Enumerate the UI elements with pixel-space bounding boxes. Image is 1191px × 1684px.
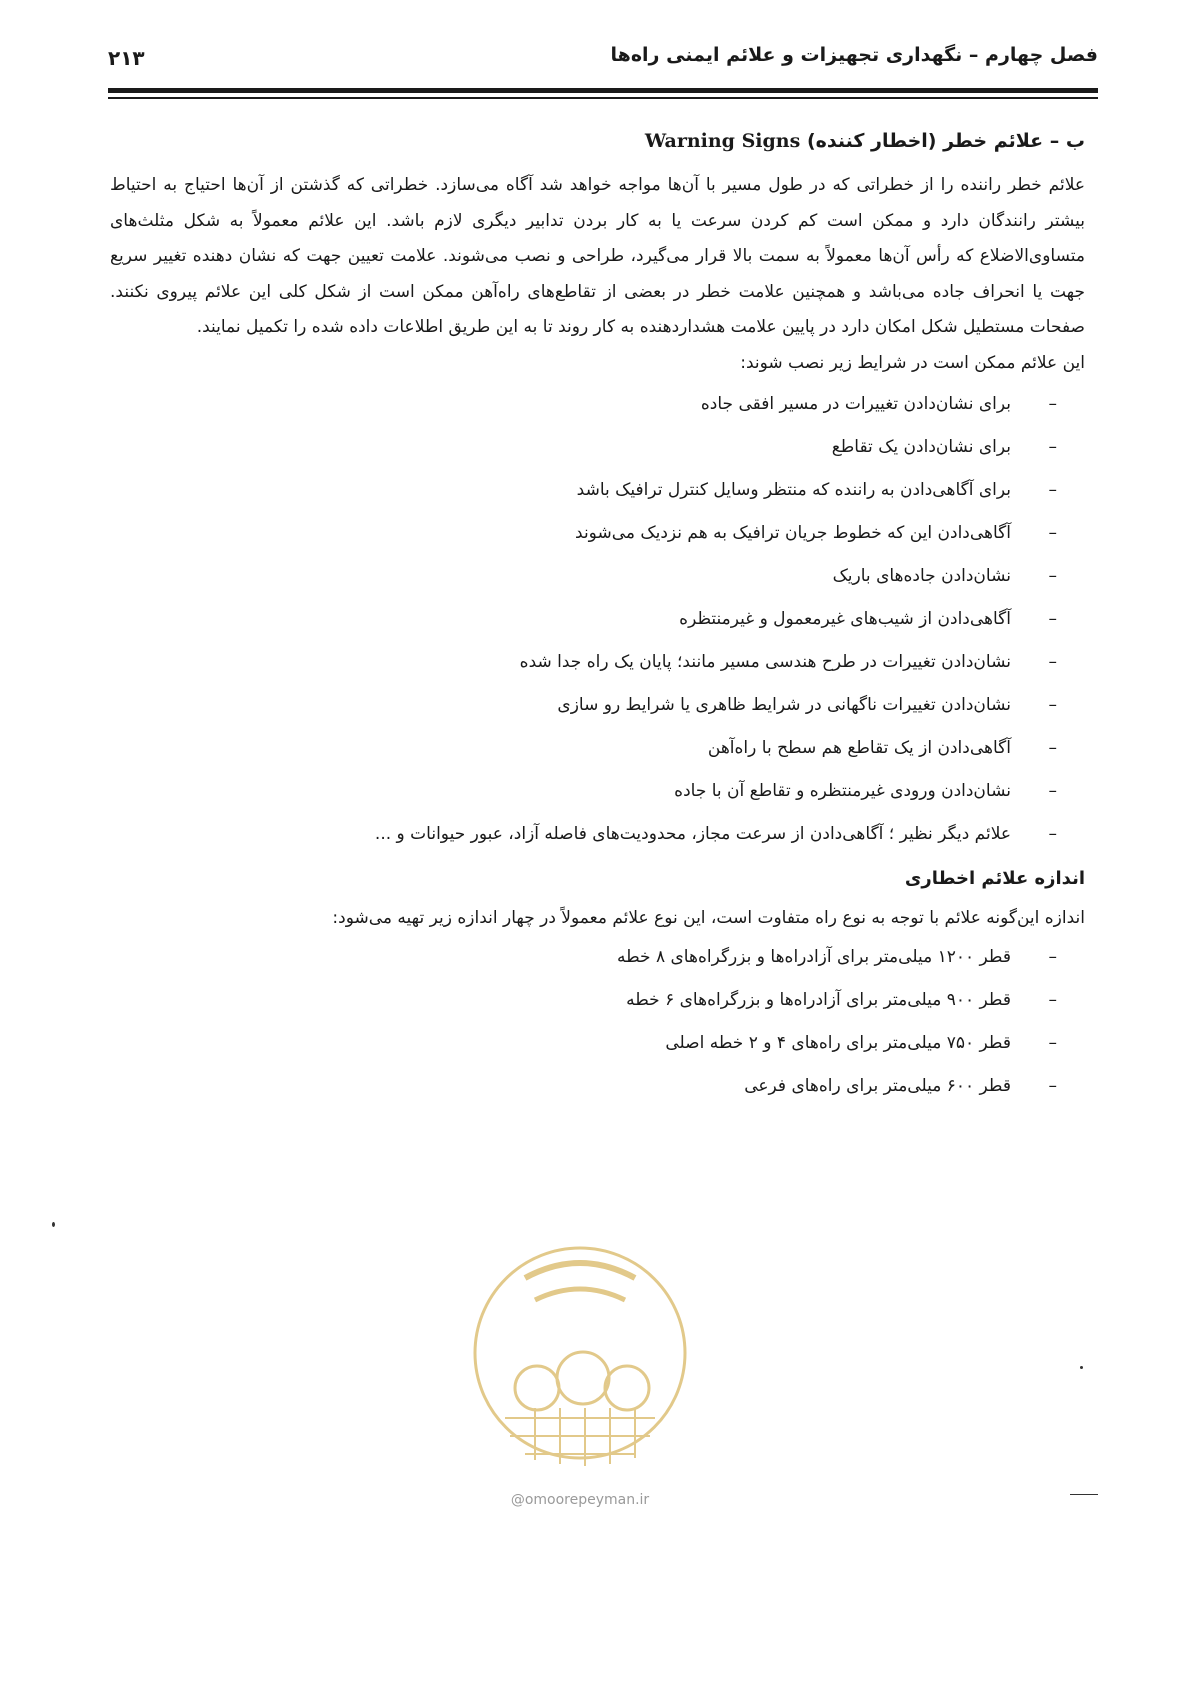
list-item bbox=[110, 1073, 1057, 1100]
scan-speck bbox=[1070, 1494, 1098, 1495]
section-paragraph: علائم خطر راننده را از خطراتی که در طول مسیر با آن‌ها مواجه خواهد شد آگاه می‌سازد. خطراتی که گذشتن از آن‌ها احتیاج به احتیاط بیشتر رانندگان دارد و ممکن است کم کردن سرعت یا به کار بردن تدابیر دیگری لازم باشد. این علائم معمولاً به شکل مثلث‌های متساوی‌الاضلاع که رأس آن‌ها معمولاً به سمت بالا قرار می‌گیرد، طراحی و نصب می‌شوند. علامت تعیین جهت که نشان دهنده تغییر سریع جهت یا انحراف جاده می‌باشد و همچنین علامت خطر در بعضی از تقاطع‌های راه‌آهن ممکن است از شکل کلی این علائم پیروی نکنند. صفحات مستطیل شکل امکان دارد در پایین علامت هشداردهنده به کار روند تا به این طریق اطلاعات داده شده را تکمیل نمایند. bbox=[110, 175, 1085, 337]
page-number: ۲۱۳ bbox=[108, 46, 145, 70]
dash-bullet: – bbox=[1048, 1032, 1057, 1053]
header-rule-thick bbox=[108, 88, 1098, 93]
scan-speck bbox=[52, 1222, 55, 1227]
dash-bullet: – bbox=[1048, 694, 1057, 715]
list-item bbox=[110, 563, 1057, 590]
dash-bullet: – bbox=[1048, 1075, 1057, 1096]
list-item bbox=[110, 821, 1057, 848]
page-header bbox=[108, 36, 1098, 76]
list-item bbox=[110, 391, 1057, 418]
list-item-text: قطر ۹۰۰ میلی‌متر برای آزادراه‌ها و بزرگراه‌های ۶ خطه bbox=[626, 989, 1011, 1010]
dash-bullet: – bbox=[1048, 989, 1057, 1010]
list-item-text: نشان‌دادن تغییرات در طرح هندسی مسیر مانند؛ پایان یک راه جدا شده bbox=[519, 651, 1011, 672]
list-item bbox=[110, 944, 1057, 971]
conditions-list bbox=[110, 391, 1085, 848]
dash-bullet: – bbox=[1048, 479, 1057, 500]
list-item-text: قطر ۶۰۰ میلی‌متر برای راه‌های فرعی bbox=[744, 1075, 1011, 1096]
list-item-text: قطر ۱۲۰۰ میلی‌متر برای آزادراه‌ها و بزرگراه‌های ۸ خطه bbox=[616, 946, 1011, 967]
list-item bbox=[110, 606, 1057, 633]
list-item-text: علائم دیگر نظیر ؛ آگاهی‌دادن از سرعت مجاز، محدودیت‌های فاصله آزاد، عبور حیوانات و ... bbox=[374, 823, 1011, 844]
sizes-heading: اندازه علائم اخطاری bbox=[904, 867, 1085, 889]
list-item-text: نشان‌دادن تغییرات ناگهانی در شرایط ظاهری یا شرایط رو سازی bbox=[557, 694, 1011, 715]
section-heading-fa: ب – علائم خطر (اخطار کننده) bbox=[806, 130, 1085, 152]
dash-bullet: – bbox=[1048, 651, 1057, 672]
dash-bullet: – bbox=[1048, 522, 1057, 543]
watermark-logo bbox=[465, 1238, 695, 1488]
list-item bbox=[110, 692, 1057, 719]
list-item bbox=[110, 1030, 1057, 1057]
dash-bullet: – bbox=[1048, 823, 1057, 844]
list-item bbox=[110, 520, 1057, 547]
section-heading bbox=[110, 126, 1085, 156]
list-item-text: برای نشان‌دادن یک تقاطع bbox=[831, 436, 1011, 457]
watermark-caption: @omoorepeyman.ir bbox=[510, 1492, 650, 1508]
dash-bullet: – bbox=[1048, 436, 1057, 457]
list-item-text: قطر ۷۵۰ میلی‌متر برای راه‌های ۴ و ۲ خطه اصلی bbox=[665, 1032, 1011, 1053]
section-heading-en: Warning Signs bbox=[644, 130, 801, 152]
sizes-paragraph: اندازه این‌گونه علائم با توجه به نوع راه متفاوت است، این نوع علائم معمولاً در چهار اندازه زیر تهیه می‌شود: bbox=[332, 907, 1085, 928]
list-item-text: نشان‌دادن ورودی غیرمنتظره و تقاطع آن با جاده bbox=[674, 780, 1011, 801]
list-item bbox=[110, 778, 1057, 805]
dash-bullet: – bbox=[1048, 393, 1057, 414]
page-content bbox=[110, 126, 1085, 1116]
conditions-intro: این علائم ممکن است در شرایط زیر نصب شوند: bbox=[740, 352, 1085, 373]
list-item-text: نشان‌دادن جاده‌های باریک bbox=[832, 565, 1011, 586]
list-item bbox=[110, 434, 1057, 461]
list-item bbox=[110, 987, 1057, 1014]
dash-bullet: – bbox=[1048, 608, 1057, 629]
list-item-text: آگاهی‌دادن این که خطوط جریان ترافیک به هم نزدیک می‌شوند bbox=[575, 522, 1011, 543]
list-item-text: برای نشان‌دادن تغییرات در مسیر افقی جاده bbox=[700, 393, 1011, 414]
dash-bullet: – bbox=[1048, 565, 1057, 586]
dash-bullet: – bbox=[1048, 946, 1057, 967]
dash-bullet: – bbox=[1048, 737, 1057, 758]
list-item-text: برای آگاهی‌دادن به راننده که منتظر وسایل کنترل ترافیک باشد bbox=[576, 479, 1011, 500]
scan-speck bbox=[1080, 1366, 1083, 1369]
list-item bbox=[110, 735, 1057, 762]
list-item bbox=[110, 649, 1057, 676]
sizes-list bbox=[110, 944, 1085, 1100]
dash-bullet: – bbox=[1048, 780, 1057, 801]
chapter-title: فصل چهارم – نگهداری تجهیزات و علائم ایمنی راه‌ها bbox=[610, 44, 1098, 66]
list-item-text: آگاهی‌دادن از شیب‌های غیرمعمول و غیرمنتظره bbox=[679, 608, 1011, 629]
header-rule-thin bbox=[108, 97, 1098, 99]
list-item-text: آگاهی‌دادن از یک تقاطع هم سطح با راه‌آهن bbox=[707, 737, 1011, 758]
list-item bbox=[110, 477, 1057, 504]
